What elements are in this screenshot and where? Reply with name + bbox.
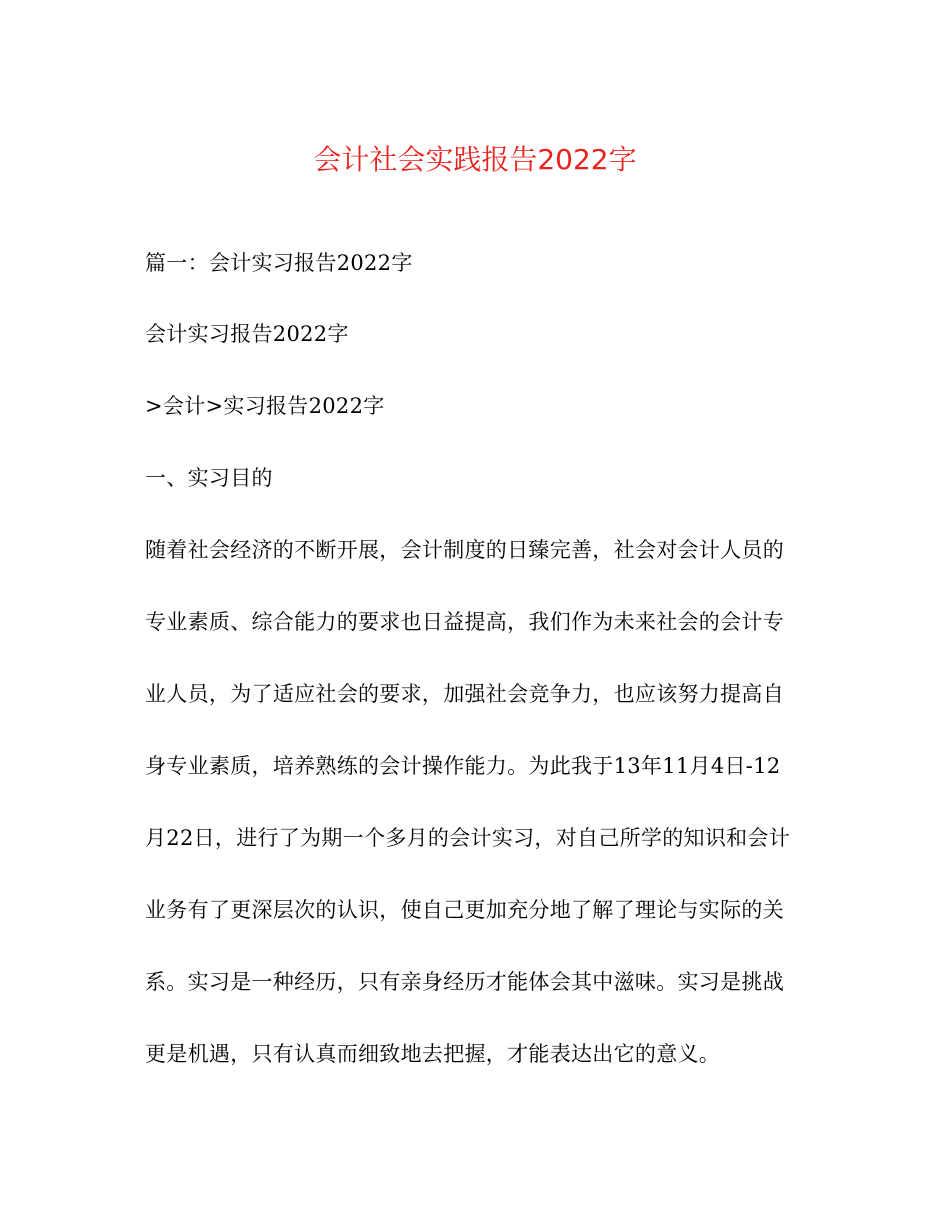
section-heading: 篇一：会计实习报告2022字 (145, 251, 413, 275)
paragraph-line: 月22日，进行了为期一个多月的会计实习，对自己所学的知识和会计 (145, 826, 791, 850)
paragraph-line: 业人员，为了适应社会的要求，加强社会竞争力，也应该努力提高自 (145, 682, 784, 706)
paragraph-line: 身专业素质，培养熟练的会计操作能力。为此我于13年11月4日-12 (145, 754, 781, 778)
paragraph-line: 系。实习是一种经历，只有亲身经历才能体会其中滋味。实习是挑战 (145, 970, 784, 994)
paragraph-line: 更是机遇，只有认真而细致地去把握，才能表达出它的意义。 (145, 1042, 721, 1066)
document-title: 会计社会实践报告2022字 (313, 143, 637, 176)
heading-purpose: 一、实习目的 (145, 466, 273, 490)
paragraph-line: 随着社会经济的不断开展，会计制度的日臻完善，社会对会计人员的 (145, 538, 784, 562)
paragraph-line: 专业素质、综合能力的要求也日益提高，我们作为未来社会的会计专 (145, 610, 784, 634)
breadcrumb-line: >会计>实习报告2022字 (145, 394, 385, 418)
paragraph-line: 业务有了更深层次的认识，使自己更加充分地了解了理论与实际的关 (145, 898, 784, 922)
subtitle-line: 会计实习报告2022字 (145, 322, 349, 346)
